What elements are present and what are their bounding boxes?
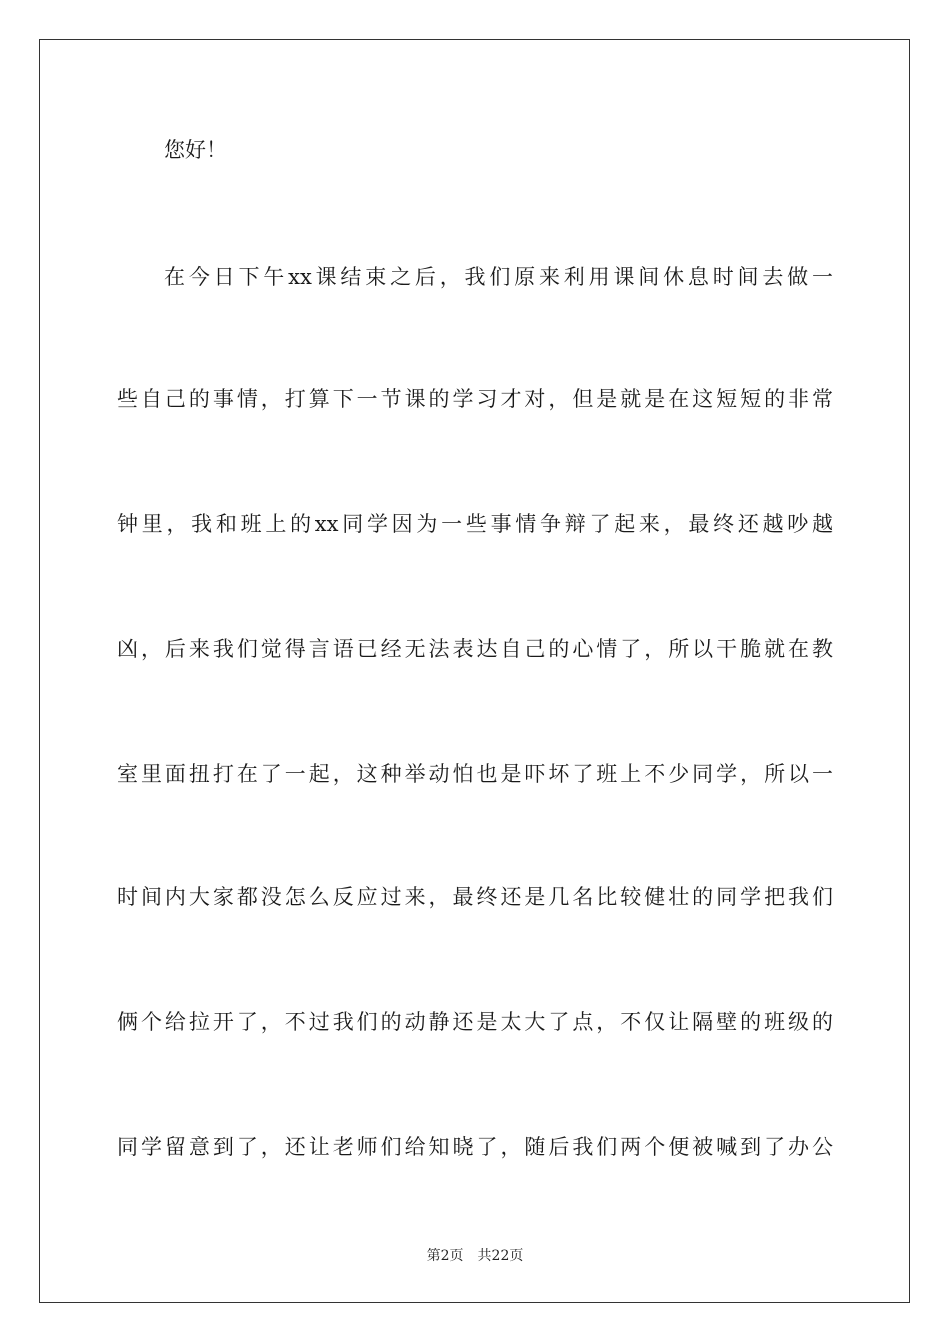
page-total: 共22页 xyxy=(477,1248,524,1264)
paragraph-line: 钟里，我和班上的xx同学因为一些事情争辩了起来，最终还越吵越 xyxy=(117,512,833,536)
paragraph-line: 些自己的事情，打算下一节课的学习才对，但是就是在这短短的非常 xyxy=(117,387,833,411)
page-footer xyxy=(0,1247,950,1265)
paragraph-line: 室里面扭打在了一起，这种举动怕也是吓坏了班上不少同学，所以一 xyxy=(117,762,833,786)
greeting-text: 您好！ xyxy=(164,138,227,162)
paragraph-line: 在今日下午xx课结束之后，我们原来利用课间休息时间去做一 xyxy=(164,265,833,289)
paragraph-line: 凶，后来我们觉得言语已经无法表达自己的心情了，所以干脆就在教 xyxy=(117,637,833,661)
page-border xyxy=(39,39,910,1303)
paragraph-line: 俩个给拉开了，不过我们的动静还是太大了点，不仅让隔壁的班级的 xyxy=(117,1010,833,1034)
paragraph-line: 同学留意到了，还让老师们给知晓了，随后我们两个便被喊到了办公 xyxy=(117,1135,833,1159)
page-number: 第2页 xyxy=(426,1248,464,1264)
paragraph-line: 时间内大家都没怎么反应过来，最终还是几名比较健壮的同学把我们 xyxy=(117,885,833,909)
